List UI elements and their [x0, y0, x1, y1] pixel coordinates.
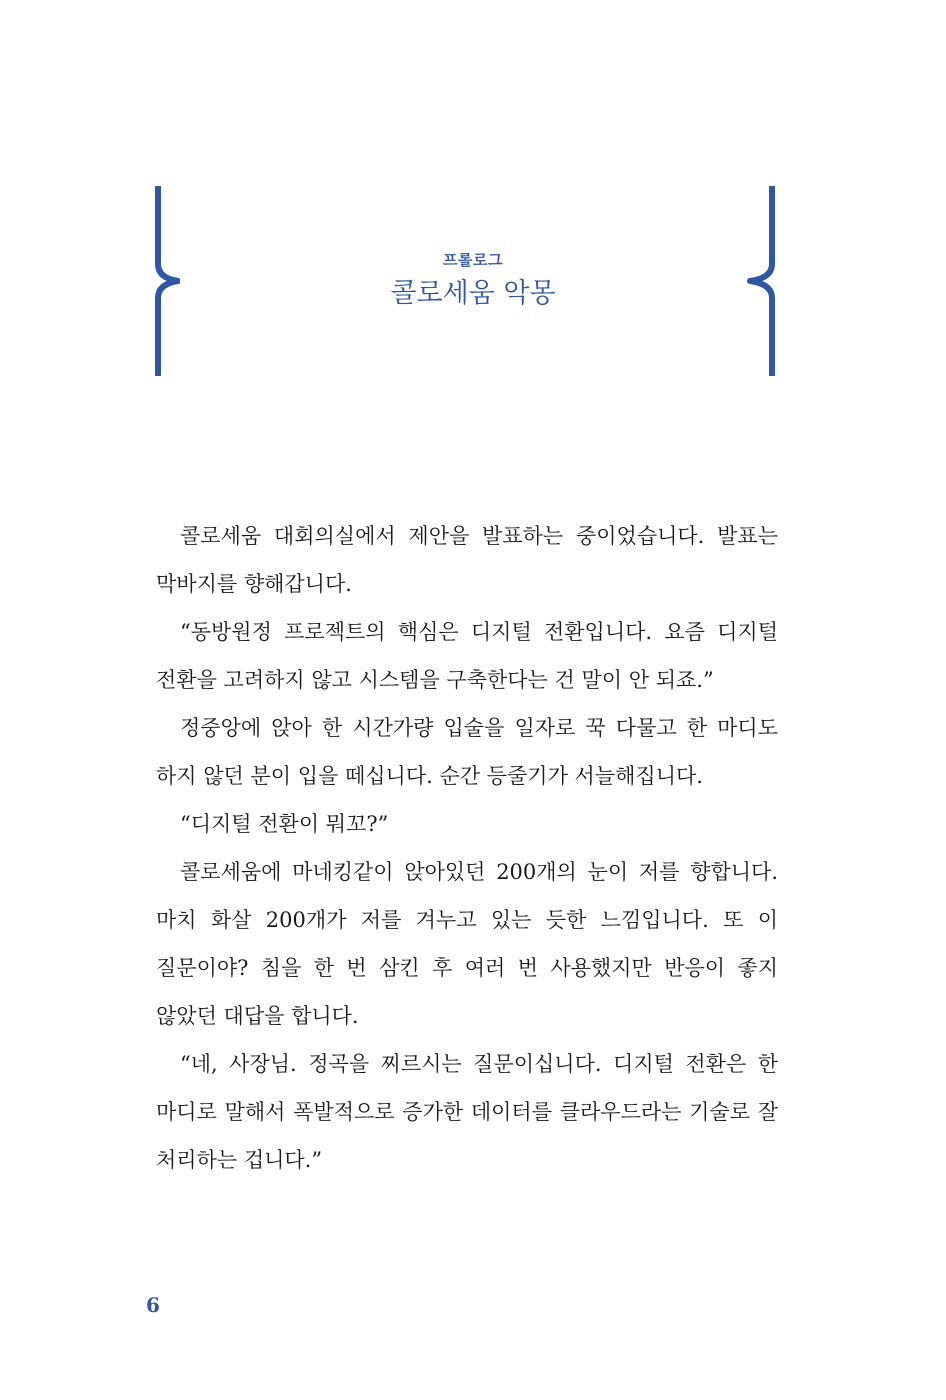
paragraph: “네, 사장님. 정곡을 찌르시는 질문이십니다. 디지털 전환은 한 마디로 말해서 폭발적으로 증가한 데이터를 클라우드라는 기술로 잘 처리하는 겁니다.” [156, 1052, 778, 1172]
body-text [156, 512, 778, 1184]
chapter-label: 프롤로그 [443, 251, 503, 269]
paragraph: 정중앙에 앉아 한 시간가량 입술을 일자로 꾹 다물고 한 마디도 하지 않던 분이 입을 떼십니다. 순간 등줄기가 서늘해집니다. [156, 716, 778, 788]
chapter-header [0, 250, 946, 312]
chapter-title: 콜로세움 악몽 [390, 278, 556, 309]
paragraph: “동방원정 프로젝트의 핵심은 디지털 전환입니다. 요즘 디지털 전환을 고려하지 않고 시스템을 구축한다는 건 말이 안 되죠.” [156, 620, 778, 692]
paragraph: 콜로세움 대회의실에서 제안을 발표하는 중이었습니다. 발표는 막바지를 향해갑니다. [156, 524, 778, 596]
page-number: 6 [146, 1293, 160, 1317]
paragraph: “디지털 전환이 뭐꼬?” [180, 812, 389, 836]
paragraph: 콜로세움에 마네킹같이 앉아있던 200개의 눈이 저를 향합니다. 마치 화살 200개가 저를 겨누고 있는 듯한 느낌입니다. 또 이 질문이야? 침을 한 번 삼킨 후 여러 번 사용했지만 반응이 좋지 않았던 대답을 합니다. [156, 860, 778, 1028]
